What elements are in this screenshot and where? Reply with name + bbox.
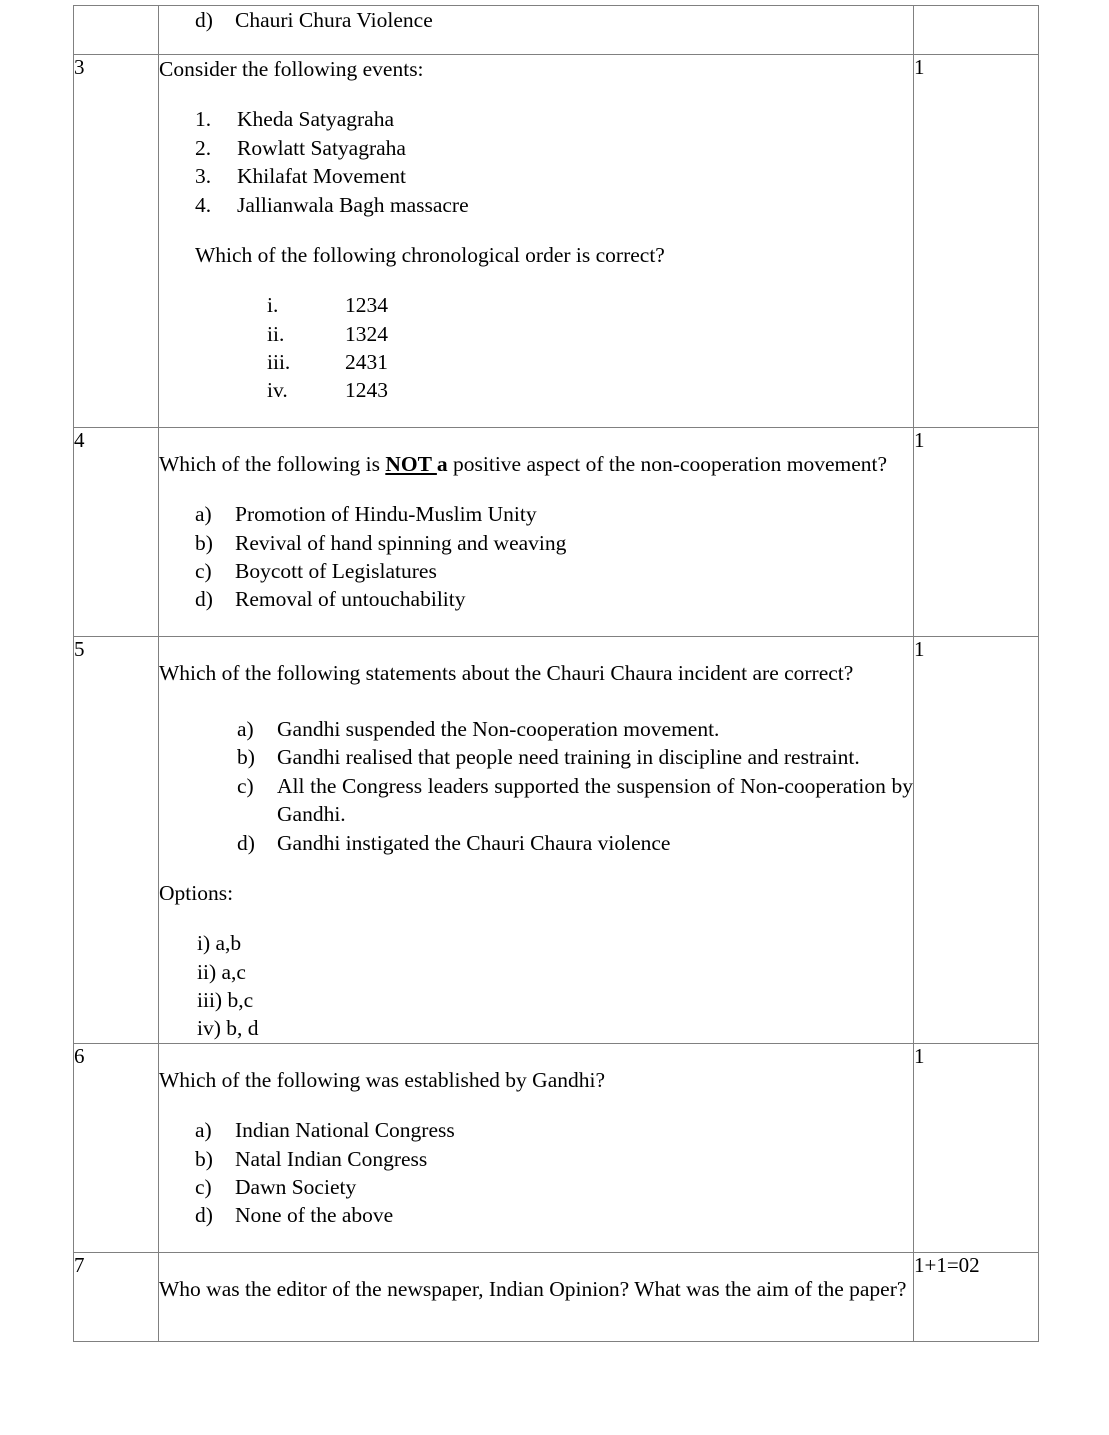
- choice-marker: ii.: [267, 321, 285, 346]
- table-row: [74, 55, 1039, 428]
- list-text: Jallianwala Bagh massacre: [237, 192, 469, 217]
- events-list: [159, 105, 913, 219]
- marks-cell: 1: [914, 427, 1039, 636]
- list-item: [267, 348, 913, 376]
- option-list-continued: [159, 6, 913, 34]
- marks-cell: 1+1=02: [914, 1252, 1039, 1341]
- question-stem: Consider the following events:: [159, 57, 424, 81]
- question-number-cell: 3: [74, 55, 159, 428]
- spacer: [159, 857, 913, 879]
- choice-marker: iv.: [267, 378, 288, 403]
- question-stem: [159, 450, 913, 478]
- answer-choice-list: [159, 291, 913, 405]
- spacer: [159, 614, 913, 636]
- list-marker: 2.: [195, 135, 212, 160]
- choice-text: 2431: [345, 350, 388, 374]
- list-item: [267, 376, 913, 404]
- question-body-cell: [159, 6, 914, 55]
- list-item: [195, 1201, 913, 1229]
- statement-text: Gandhi realised that people need training in discipline and restraint.: [277, 745, 860, 770]
- list-item: [195, 191, 913, 219]
- list-text: Rowlatt Satyagraha: [237, 135, 406, 160]
- spacer: [159, 405, 913, 427]
- spacer: [159, 907, 913, 929]
- option-marker: d): [195, 587, 213, 612]
- stem-emphasis-underlined: NOT: [385, 451, 437, 476]
- spacer: [159, 1253, 913, 1275]
- question-stem: Who was the editor of the newspaper, Indian Opinion? What was the aim of the paper?: [159, 1276, 907, 1301]
- list-item: [195, 6, 913, 34]
- choice-text: 1243: [345, 378, 388, 403]
- marks-cell: 1: [914, 1043, 1039, 1252]
- statement-marker: a): [237, 717, 254, 741]
- question-body-cell: [159, 427, 914, 636]
- statement-text: Gandhi instigated the Chauri Chaura violence: [277, 830, 671, 855]
- question-number-cell: 6: [74, 1043, 159, 1252]
- marks-cell: [914, 6, 1039, 55]
- list-item: [237, 772, 913, 829]
- option-marker: c): [195, 558, 212, 583]
- list-item: [197, 929, 913, 957]
- option-text: Natal Indian Congress: [235, 1146, 428, 1171]
- option-list: [159, 500, 913, 614]
- question-sub-stem: Which of the following chronological order is correct?: [195, 242, 665, 267]
- statement-text: Gandhi suspended the Non-cooperation movement.: [277, 717, 720, 741]
- statement-list: [159, 715, 913, 857]
- list-item: [197, 1014, 913, 1042]
- list-item: [195, 529, 913, 557]
- questions-table: [73, 5, 1039, 1342]
- question-number-cell: 5: [74, 636, 159, 1043]
- option-marker: c): [195, 1174, 212, 1199]
- option-text: None of the above: [235, 1203, 394, 1228]
- option-text: Removal of untouchability: [235, 587, 466, 612]
- option-text: ii) a,c: [197, 959, 246, 984]
- choice-marker: iii.: [267, 350, 291, 374]
- question-body-cell: [159, 55, 914, 428]
- table-row: [74, 6, 1039, 55]
- option-text: iii) b,c: [197, 988, 254, 1012]
- list-item: [195, 500, 913, 528]
- list-item: [197, 958, 913, 986]
- list-text: Kheda Satyagraha: [237, 107, 394, 132]
- option-marker: a): [195, 502, 212, 527]
- spacer: [159, 1044, 913, 1066]
- option-text: Indian National Congress: [235, 1118, 455, 1143]
- spacer: [159, 83, 913, 105]
- list-item: [195, 1145, 913, 1173]
- choice-text: 1234: [345, 293, 388, 318]
- option-marker: b): [195, 1146, 213, 1171]
- spacer: [159, 1094, 913, 1116]
- stem-part-before: Which of the following is: [159, 451, 386, 476]
- spacer: [159, 478, 913, 500]
- list-item: [195, 105, 913, 133]
- question-stem: Which of the following was established by Gandhi?: [159, 1067, 606, 1092]
- spacer: [159, 428, 913, 450]
- list-item: [267, 291, 913, 319]
- spacer: [159, 637, 913, 659]
- list-item: [195, 134, 913, 162]
- table-row: [74, 1043, 1039, 1252]
- list-item: [237, 743, 913, 771]
- marks-cell: 1: [914, 636, 1039, 1043]
- list-item: [195, 1116, 913, 1144]
- list-item: [237, 715, 913, 743]
- table-row: [74, 427, 1039, 636]
- option-text: Promotion of Hindu-Muslim Unity: [235, 502, 537, 527]
- list-item: [195, 557, 913, 585]
- list-item: [237, 829, 913, 857]
- question-stem: Which of the following statements about the Chauri Chaura incident are correct?: [159, 660, 854, 685]
- spacer: [159, 687, 913, 715]
- choice-text: 1324: [345, 321, 388, 346]
- option-marker: d): [195, 8, 213, 32]
- list-item: [195, 162, 913, 190]
- question-number-cell: [74, 6, 159, 55]
- list-item: [195, 585, 913, 613]
- statement-marker: b): [237, 745, 255, 770]
- option-list: [159, 1116, 913, 1230]
- list-marker: 4.: [195, 192, 212, 217]
- statement-marker: d): [237, 830, 255, 855]
- marks-cell: 1: [914, 55, 1039, 428]
- list-marker: 3.: [195, 164, 212, 189]
- list-marker: 1.: [195, 107, 212, 132]
- question-body-cell: [159, 636, 914, 1043]
- list-text: Khilafat Movement: [237, 164, 406, 189]
- spacer: [159, 1230, 913, 1252]
- options-label: Options:: [159, 880, 234, 905]
- statement-text: All the Congress leaders supported the suspension of Non-cooperation by Gandhi.: [277, 773, 913, 827]
- spacer: [159, 219, 913, 241]
- question-body-cell: [159, 1252, 914, 1341]
- option-text: Chauri Chura Violence: [235, 8, 433, 32]
- spacer: [159, 269, 913, 291]
- stem-part-after: positive aspect of the non-cooperation movement?: [447, 451, 888, 476]
- option-text: i) a,b: [197, 931, 242, 956]
- choice-marker: i.: [267, 293, 279, 318]
- list-item: [197, 986, 913, 1014]
- list-item: [267, 320, 913, 348]
- question-body-cell: [159, 1043, 914, 1252]
- table-row: [74, 636, 1039, 1043]
- option-marker: a): [195, 1118, 212, 1143]
- question-number-cell: 4: [74, 427, 159, 636]
- list-item: [195, 1173, 913, 1201]
- table-row: [74, 1252, 1039, 1341]
- option-marker: b): [195, 530, 213, 555]
- question-number-cell: 7: [74, 1252, 159, 1341]
- statement-marker: c): [237, 773, 254, 798]
- option-text: iv) b, d: [197, 1016, 259, 1041]
- option-text: Dawn Society: [235, 1174, 357, 1199]
- option-text: Revival of hand spinning and weaving: [235, 530, 567, 555]
- option-marker: d): [195, 1203, 213, 1228]
- stem-emphasis-bold: a: [436, 451, 448, 476]
- option-list: [159, 929, 913, 1043]
- option-text: Boycott of Legislatures: [235, 558, 437, 583]
